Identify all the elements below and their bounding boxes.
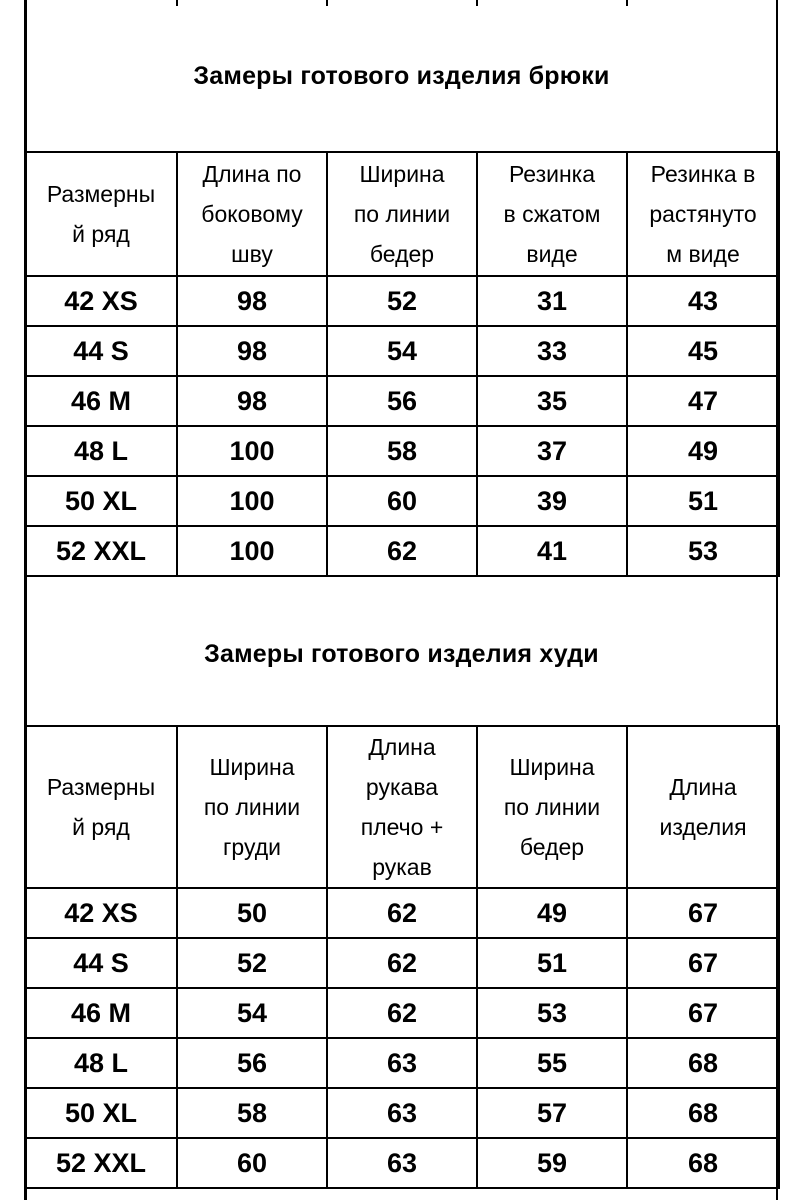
column-header — [327, 726, 477, 888]
table-row — [25, 888, 779, 938]
header-text-line: Размерны — [46, 774, 156, 800]
header-text-line: виде — [526, 241, 578, 267]
header-text-line: Длина по — [202, 161, 302, 187]
column-header — [25, 726, 177, 888]
measurement-cell: 98 — [177, 276, 327, 326]
measurement-cell: 54 — [177, 988, 327, 1038]
table-row — [25, 426, 779, 476]
measurement-cell: 50 — [177, 888, 327, 938]
table-row — [25, 526, 779, 576]
measurement-cell: 68 — [627, 1138, 779, 1188]
measurement-cell: 62 — [327, 938, 477, 988]
size-cell: 46 M — [25, 988, 177, 1038]
pants-measurements-table — [24, 151, 780, 577]
header-text-line: растянуто — [649, 201, 757, 227]
measurement-cell: 51 — [477, 938, 627, 988]
measurement-cell: 49 — [477, 888, 627, 938]
header-text-line: Ширина — [209, 754, 295, 780]
measurement-cell: 58 — [177, 1088, 327, 1138]
header-text-line: Ширина — [359, 161, 445, 187]
column-header — [477, 152, 627, 276]
column-header — [627, 726, 779, 888]
header-text-line: груди — [223, 834, 281, 860]
measurement-cell: 47 — [627, 376, 779, 426]
size-cell: 42 XS — [25, 276, 177, 326]
header-text-line: в сжатом — [503, 201, 601, 227]
table-row — [25, 988, 779, 1038]
size-cell: 52 XXL — [25, 526, 177, 576]
measurement-cell: 98 — [177, 376, 327, 426]
header-text-line: рукав — [372, 854, 432, 880]
measurement-cell: 52 — [177, 938, 327, 988]
header-text-line: рукава — [365, 774, 439, 800]
column-header — [177, 726, 327, 888]
measurement-cell: 68 — [627, 1088, 779, 1138]
measurement-cell: 67 — [627, 938, 779, 988]
measurement-cell: 67 — [627, 888, 779, 938]
header-text-line: Резинка в — [650, 161, 756, 187]
header-text-line: плечо + — [360, 814, 444, 840]
header-text-line: бедер — [519, 834, 585, 860]
measurement-cell: 63 — [327, 1138, 477, 1188]
measurement-cell: 100 — [177, 476, 327, 526]
table-row — [25, 276, 779, 326]
measurement-cell: 98 — [177, 326, 327, 376]
size-cell: 44 S — [25, 938, 177, 988]
header-text-line: й ряд — [72, 221, 130, 247]
header-text-line: й ряд — [72, 814, 130, 840]
measurement-cell: 51 — [627, 476, 779, 526]
column-header — [327, 152, 477, 276]
header-text-line: по линии — [203, 794, 301, 820]
measurement-cell: 41 — [477, 526, 627, 576]
size-cell: 48 L — [25, 1038, 177, 1088]
header-text-line: Ширина — [509, 754, 595, 780]
measurement-cell: 33 — [477, 326, 627, 376]
measurement-cell: 63 — [327, 1088, 477, 1138]
table-row — [25, 376, 779, 426]
header-text-line: Длина — [669, 774, 737, 800]
measurement-cell: 43 — [627, 276, 779, 326]
measurement-cell: 54 — [327, 326, 477, 376]
size-cell: 48 L — [25, 426, 177, 476]
table-row — [25, 1038, 779, 1088]
hoodie-title: Замеры готового изделия худи — [204, 640, 599, 668]
size-cell: 42 XS — [25, 888, 177, 938]
table-row — [25, 1088, 779, 1138]
measurement-cell: 31 — [477, 276, 627, 326]
size-cell: 50 XL — [25, 476, 177, 526]
table-row — [25, 938, 779, 988]
header-text-line: Длина — [368, 734, 436, 760]
measurement-cell: 58 — [327, 426, 477, 476]
size-cell: 50 XL — [25, 1088, 177, 1138]
measurement-cell: 56 — [327, 376, 477, 426]
measurement-cell: 35 — [477, 376, 627, 426]
header-text-line: Размерны — [46, 181, 156, 207]
measurement-cell: 62 — [327, 526, 477, 576]
measurement-cell: 62 — [327, 888, 477, 938]
measurement-cell: 60 — [327, 476, 477, 526]
size-cell: 52 XXL — [25, 1138, 177, 1188]
measurement-cell: 53 — [477, 988, 627, 1038]
table-row — [25, 1138, 779, 1188]
header-row — [25, 152, 779, 276]
header-text-line: м виде — [666, 241, 740, 267]
measurement-cell: 63 — [327, 1038, 477, 1088]
header-text-line: бедер — [369, 241, 435, 267]
top-column-ticks — [24, 0, 778, 6]
measurement-cell: 39 — [477, 476, 627, 526]
header-text-line: Резинка — [508, 161, 596, 187]
hoodie-measurements-table — [24, 725, 780, 1189]
measurement-cell: 37 — [477, 426, 627, 476]
pants-title: Замеры готового изделия брюки — [193, 62, 610, 90]
header-text-line: по линии — [503, 794, 601, 820]
measurement-cell: 53 — [627, 526, 779, 576]
measurement-cell: 100 — [177, 526, 327, 576]
measurement-cell: 55 — [477, 1038, 627, 1088]
measurement-cell: 62 — [327, 988, 477, 1038]
column-header — [477, 726, 627, 888]
measurement-cell: 60 — [177, 1138, 327, 1188]
measurement-cell: 68 — [627, 1038, 779, 1088]
column-header — [627, 152, 779, 276]
table-row — [25, 326, 779, 376]
table-row — [25, 476, 779, 526]
column-header — [177, 152, 327, 276]
size-cell: 46 M — [25, 376, 177, 426]
size-cell: 44 S — [25, 326, 177, 376]
header-row — [25, 726, 779, 888]
measurement-cell: 59 — [477, 1138, 627, 1188]
header-text-line: шву — [231, 241, 273, 267]
column-header — [25, 152, 177, 276]
header-text-line: по линии — [353, 201, 451, 227]
header-text-line: боковому — [201, 201, 303, 227]
measurement-cell: 45 — [627, 326, 779, 376]
measurement-cell: 49 — [627, 426, 779, 476]
header-text-line: изделия — [659, 814, 747, 840]
measurement-cell: 52 — [327, 276, 477, 326]
measurement-cell: 56 — [177, 1038, 327, 1088]
measurement-cell: 57 — [477, 1088, 627, 1138]
measurement-cell: 67 — [627, 988, 779, 1038]
measurement-cell: 100 — [177, 426, 327, 476]
